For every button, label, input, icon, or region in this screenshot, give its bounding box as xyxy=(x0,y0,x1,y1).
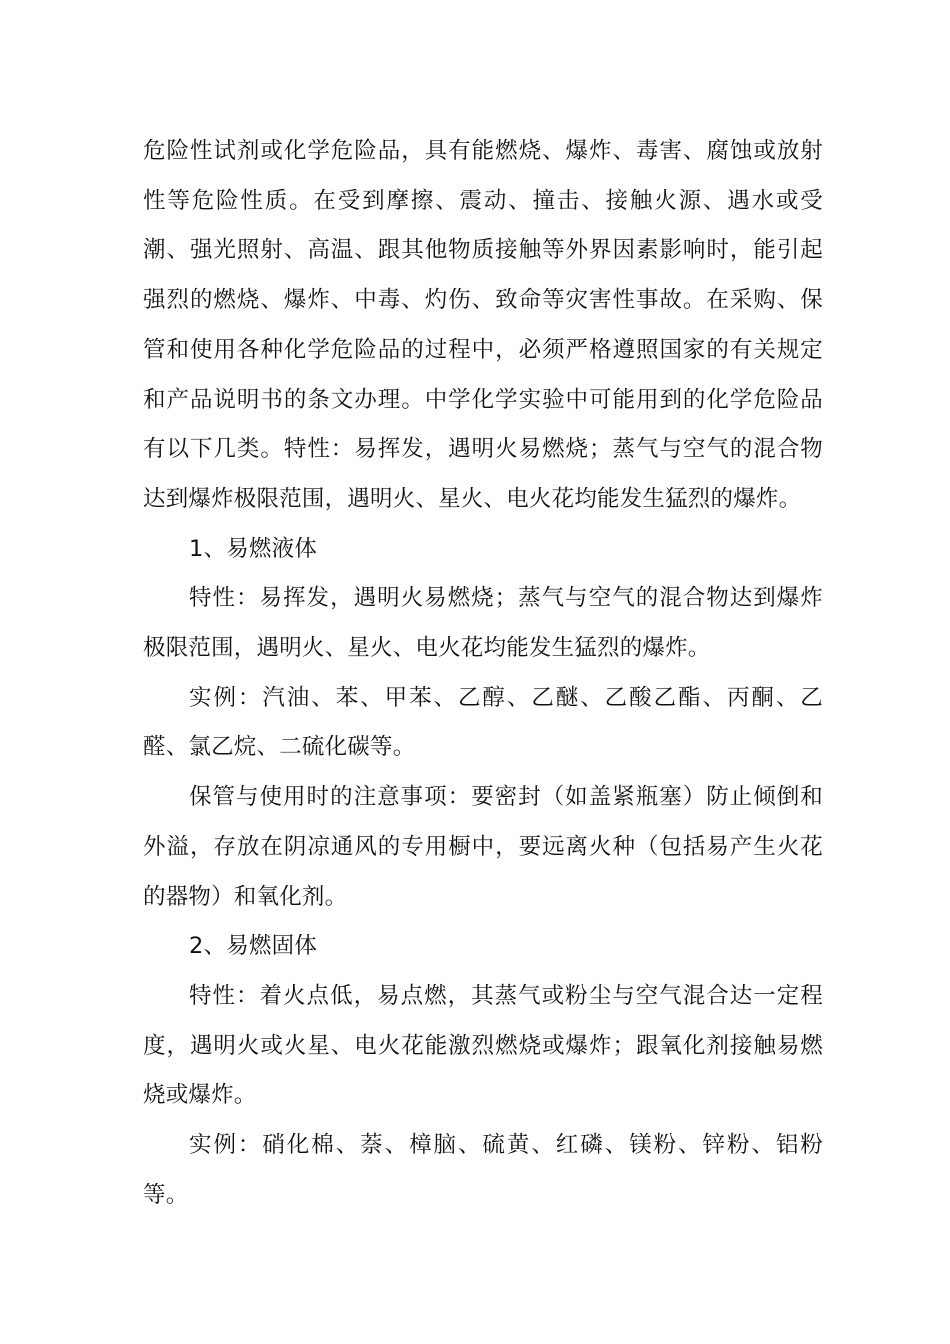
paragraph-liquids-examples: 实例：汽油、苯、甲苯、乙醇、乙醚、乙酸乙酯、丙酮、乙醛、氯乙烷、二硫化碳等。 xyxy=(143,684,823,761)
paragraph-solids-examples: 实例：硝化棉、萘、樟脑、硫黄、红磷、镁粉、锌粉、铝粉等。 xyxy=(143,1132,823,1208)
paragraph-liquids-properties: 特性：易挥发，遇明火易燃烧；蒸气与空气的混合物达到爆炸极限范围，遇明火、星火、电火花均能发生猛烈的爆炸。 xyxy=(143,585,823,662)
paragraph-intro: 危险性试剂或化学危险品，具有能燃烧、爆炸、毒害、腐蚀或放射性等危险性质。在受到摩擦、震动、撞击、接触火源、遇水或受潮、强光照射、高温、跟其他物质接触等外界因素影响时，能引起强烈的燃烧、爆炸、中毒、灼伤、致命等灾害性事故。在采购、保管和使用各种化学危险品的过程中，必须严格遵照国家的有关规定和产品说明书的条文办理。中学化学实验中可能用到的化学危险品有以下几类。特性：易挥发，遇明火易燃烧；蒸气与空气的混合物达到爆炸极限范围，遇明火、星火、电火花均能发生猛烈的爆炸。 xyxy=(143,138,823,512)
document-body xyxy=(143,127,823,1220)
section-heading-flammable-solids: 2、易燃固体 xyxy=(189,933,318,960)
section-heading-flammable-liquids: 1、易燃液体 xyxy=(189,535,318,562)
paragraph-liquids-precautions: 保管与使用时的注意事项：要密封（如盖紧瓶塞）防止倾倒和外溢，存放在阴凉通风的专用橱中，要远离火种（包括易产生火花的器物）和氧化剂。 xyxy=(143,784,823,910)
paragraph-solids-properties: 特性：着火点低，易点燃，其蒸气或粉尘与空气混合达一定程度，遇明火或火星、电火花能激烈燃烧或爆炸；跟氧化剂接触易燃烧或爆炸。 xyxy=(143,982,823,1109)
